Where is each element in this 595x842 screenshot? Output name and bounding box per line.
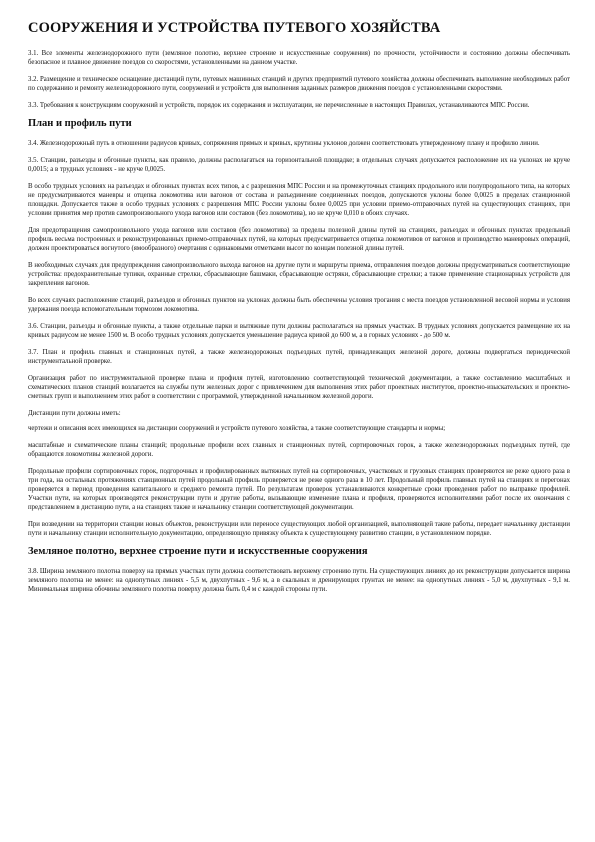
intro-block	[28, 49, 570, 110]
document-title: СООРУЖЕНИЯ И УСТРОЙСТВА ПУТЕВОГО ХОЗЯЙСТВА	[28, 20, 441, 36]
paragraph-profile-checks: Продольные профили сортировочных горок, подгорочных и профилированных вытяжных путей на сортировочных, участковых и грузовых станциях проверяются не реже одного раза в три года, на остальных протяжениях станционных путей продольный профиль проверяется не реже одного раза в 10 лет. Продольный профиль главных путей на станциях и перегонах проверяется в период проведения капитального и среднего ремонта путей. По результатам проверок устанавливаются конкретные сроки проведения работ по выправке профилей. Участки пути, на которых производятся реконструкции пути и другие работы, вызывающие изменение плана и профиля, проверяются исполнителями работ после их окончания с представлением в дистанцию пути, а на станциях также и начальнику станции соответствующей документации.	[28, 468, 570, 511]
paragraph-3-6: 3.6. Станции, разъезды и обгонные пункты, а также отдельные парки и вытяжные пути должны располагаться на прямых участках. В трудных условиях допускается размещение их на кривых радиусом не менее 1500 м. В особо трудных условиях допускается уменьшение радиуса кривой до 600 м, а в горных условиях - до 500 м.	[28, 323, 570, 339]
paragraph-3-2: 3.2. Размещение и техническое оснащение дистанций пути, путевых машинных станций и других предприятий путевого хозяйства должны обеспечивать выполнение необходимых работ по содержанию и ремонту железнодорожного пути, сооружений и устройств для выполнения заданных размеров движения поездов с установленными скоростями.	[28, 76, 570, 92]
paragraph-3-8: 3.8. Ширина земляного полотна поверху на прямых участках пути должна соответствовать верхнему строению пути. На существующих линиях до их реконструкции допускается ширина земляного полотна не менее: на однопутных линиях - 5,5 м, двухпутных - 9,6 м, а в скальных и дренирующих грунтах не менее: на однопутных линиях - 5,0 м, двухпутных - 9,1 м. Минимальная ширина обочины земляного полотна поверху должна быть 0,4 м с каждой стороны пути.	[28, 568, 570, 593]
paragraph-new-objects: При возведении на территории станции новых объектов, реконструкции или переносе существующих любой организацией, выполняющей такие работы, передает начальнику дистанции пути и начальнику станции исполнительную документацию, определяющую привязку объекта к существующему развитию станции, в установленном порядке.	[28, 521, 570, 537]
paragraph-3-3: 3.3. Требования к конструкциям сооружений и устройств, порядок их содержания и эксплуатации, не перечисленные в настоящих Правилах, устанавливаются МПС России.	[28, 102, 530, 109]
paragraph-3-1: 3.1. Все элементы железнодорожного пути (земляное полотно, верхнее строение и искусственные сооружения) по прочности, устойчивости и состоянию должны обеспечивать безопасное и плавное движение поездов со скоростями, установленными на данном участке.	[28, 50, 570, 66]
section-heading-earthwork: Земляное полотно, верхнее строение пути и искусственные сооружения	[28, 546, 368, 557]
paragraph-track-districts: Дистанции пути должны иметь:	[28, 410, 121, 417]
paragraph-drawings: чертежи и описания всех имеющихся на дистанции сооружений и устройств путевого хозяйства, а также соответствующие стандарты и нормы;	[28, 425, 446, 432]
paragraph-starting-conditions: Во всех случаях расположение станций, разъездов и обгонных пунктов на уклонах должны быть обеспечены условия трогания с места поездов установленной весовой нормы и условия удержания поезда вспомогательным тормозом локомотива.	[28, 297, 570, 313]
paragraph-special-conditions: В особо трудных условиях на разъездах и обгонных пунктах всех типов, а с разрешения МПС России и на промежуточных станциях продольного или полупродольного типа, на которых не предусматриваются маневры и отцепка локомотива или вагонов от состава и разъединение соединенных поездов, допускаются уклоны более 0,0025 в пределах станционной площадки. Допускается также в особо трудных условиях с разрешения МПС России уклоны более 0,0025 при условии приемо-отправочных путей на существующих станциях, при условии принятия мер против самопроизвольного ухода вагонов или составов (без локомотива), но не круче 0,010 в обоих случаях.	[28, 183, 570, 217]
paragraph-3-4: 3.4. Железнодорожный путь в отношении радиусов кривых, сопряжения прямых и кривых, крутизны уклонов должен соответствовать утвержденному плану и профилю линии.	[28, 140, 540, 147]
plan-profile-block	[28, 139, 570, 538]
section-heading-plan-profile: План и профиль пути	[28, 118, 132, 129]
paragraph-inspection-organization: Организация работ по инструментальной проверке плана и профиля путей, изготовлению соответствующей технической документации, а также составлению масштабных и схематических планов станций возлагается на службы пути железных дорог с привлечением для выполнения этих работ проектных институтов, проектно-изыскательских и проектно-сметных групп и выполнением этих работ в соответствии с программой, утвержденной начальником железной дороги.	[28, 375, 570, 400]
paragraph-plans: масштабные и схематические планы станций; продольные профили всех главных и станционных путей, сортировочных горок, а также железнодорожных подъездных путей, где обращаются локомотивы железной дороги.	[28, 442, 570, 458]
earthwork-block	[28, 567, 570, 594]
paragraph-3-7: 3.7. План и профиль главных и станционных путей, а также железнодорожных подъездных путей, принадлежащих железной дороге, должны подвергаться периодической инструментальной проверке.	[28, 349, 570, 365]
paragraph-runaway-prevention: Для предотвращения самопроизвольного ухода вагонов или составов (без локомотива) за пределы полезной длины путей на станциях, разъездах и обгонных пунктах предельный профиль весьма построенных и реконструированных приемо-отправочных путей, на которых предусматривается отцепка локомотивов от вагонов и производство маневровых операций, должен проектироваться вогнутого (ямообразного) очертания с одинаковыми отметками высот по концам полезной длины путей.	[28, 227, 570, 252]
paragraph-3-5: 3.5. Станции, разъезды и обгонные пункты, как правило, должны располагаться на горизонтальной площадке; в отдельных случаях допускается расположение их на уклонах не круче 0,0015; а в трудных условиях - не круче 0,0025.	[28, 157, 570, 173]
paragraph-safety-devices: В необходимых случаях для предупреждения самопроизвольного выхода вагонов на другие пути и маршруты приема, отправления поездов должны предусматриваться соответствующие устройства: предохранительные тупики, охранные стрелки, сбрасывающие башмаки, сбрасывающие остряки, сбрасывающие стрелки; а также применение стационарных устройств для закрепления вагонов.	[28, 262, 570, 287]
